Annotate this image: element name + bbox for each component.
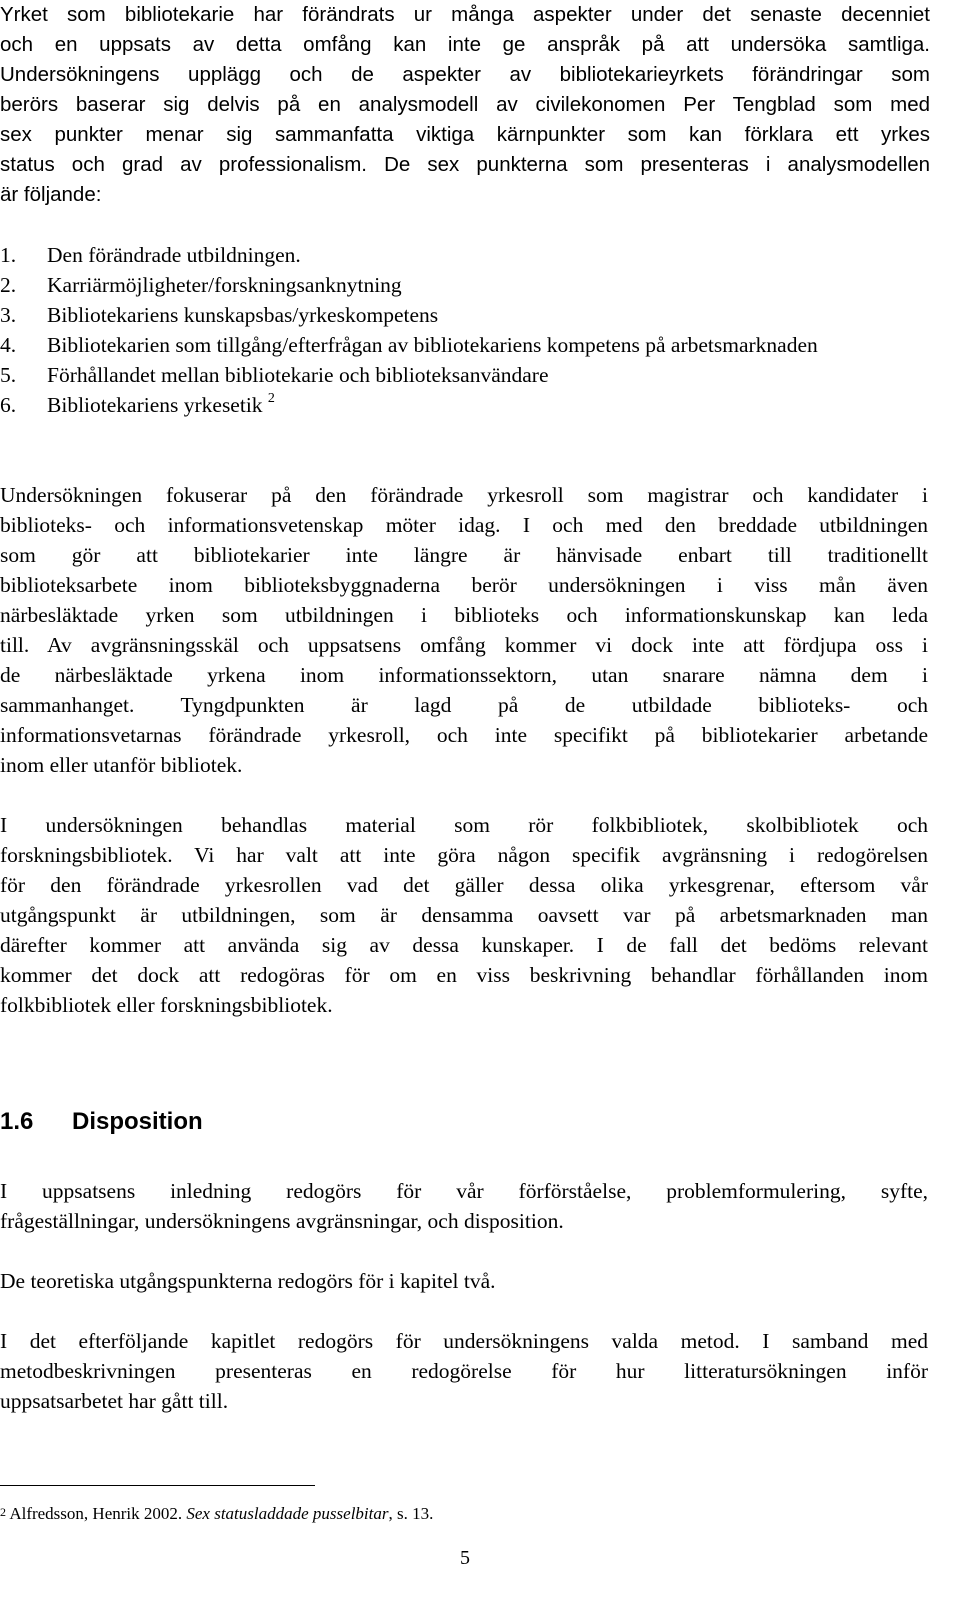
- page-number: 5: [460, 1547, 470, 1569]
- section-number: 1.6: [0, 1108, 34, 1135]
- list-item: [0, 240, 900, 270]
- list-item: [0, 330, 900, 360]
- material-paragraph: [0, 810, 928, 1020]
- list-text: Den förändrade utbildningen.: [47, 243, 301, 267]
- list-text: Karriärmöjligheter/forskningsanknytning: [47, 273, 402, 297]
- text-line: utgångspunkt är utbildningen, som är densamma oavsett var på arbetsmarknaden man: [0, 903, 928, 927]
- list-text: Förhållandet mellan bibliotekarie och biblioteksanvändare: [47, 363, 549, 387]
- text-line: I undersökningen behandlas material som rör folkbibliotek, skolbibliotek och: [0, 813, 928, 837]
- list-item: [0, 390, 900, 420]
- text-line: och en uppsats av detta omfång kan inte ge anspråk på att undersöka samtliga.: [0, 33, 930, 56]
- text-line: berörs baserar sig delvis på en analysmodell av civilekonomen Per Tengblad som med: [0, 93, 930, 116]
- disposition-paragraph-3: [0, 1326, 928, 1416]
- text-line: forskningsbibliotek. Vi har valt att inte göra någon specifik avgränsning i redogörelsen: [0, 843, 928, 867]
- text-line: för den förändrade yrkesrollen vad det gäller dessa olika yrkesgrenar, eftersom vår: [0, 873, 928, 897]
- section-title: Disposition: [72, 1108, 203, 1135]
- text-line: uppsatsarbetet har gått till.: [0, 1389, 229, 1413]
- intro-paragraph: [0, 0, 930, 210]
- list-number: 5.: [0, 363, 17, 387]
- text-line: De teoretiska utgångspunkterna redogörs för i kapitel två.: [0, 1269, 496, 1293]
- footnote-marker: 2: [0, 1505, 6, 1519]
- text-line: biblioteksarbete inom biblioteksbyggnaderna berör undersökningen i viss mån även: [0, 573, 928, 597]
- text-line: som gör att bibliotekarier inte längre är hänvisade enbart till traditionellt: [0, 543, 928, 567]
- list-number: 3.: [0, 303, 17, 327]
- text-line: sex punkter menar sig sammanfatta viktiga kärnpunkter som kan förklara ett yrkes: [0, 123, 930, 146]
- analysis-model-list: [0, 240, 900, 420]
- text-line: därefter kommer att använda sig av dessa kunskaper. I de fall det bedöms relevant: [0, 933, 928, 957]
- text-line: folkbibliotek eller forskningsbibliotek.: [0, 993, 333, 1017]
- footnote-citation: Alfredsson, Henrik 2002.: [9, 1504, 187, 1523]
- text-line: I det efterföljande kapitlet redogörs för undersökningens valda metod. I samband med: [0, 1329, 928, 1353]
- footnote-divider: [0, 1485, 315, 1486]
- text-line: närbesläktade yrken som utbildningen i biblioteks och informationskunskap kan leda: [0, 603, 928, 627]
- list-text: Bibliotekariens yrkesetik: [47, 393, 263, 417]
- list-text: Bibliotekarien som tillgång/efterfrågan av bibliotekariens kompetens på arbetsmarknaden: [47, 333, 818, 357]
- focus-paragraph: [0, 480, 928, 780]
- list-item: [0, 300, 900, 330]
- footnote-title: Sex statusladdade pusselbitar: [186, 1504, 389, 1523]
- disposition-paragraph-2: [0, 1266, 928, 1296]
- text-line: är följande:: [0, 183, 102, 206]
- text-line: Undersökningen fokuserar på den förändrade yrkesroll som magistrar och kandidater i: [0, 483, 928, 507]
- footnote-pages: , s. 13.: [388, 1504, 434, 1523]
- text-line: till. Av avgränsningsskäl och uppsatsens omfång kommer vi dock inte att fördjupa oss i: [0, 633, 928, 657]
- text-line: biblioteks- och informationsvetenskap möter idag. I och med den breddade utbildningen: [0, 513, 928, 537]
- section-heading: [0, 1104, 203, 1140]
- text-line: de närbesläktade yrkena inom informationssektorn, utan snarare nämna dem i: [0, 663, 928, 687]
- text-line: sammanhanget. Tyngdpunkten är lagd på de utbildade biblioteks- och: [0, 693, 928, 717]
- list-item: [0, 360, 900, 390]
- text-line: I uppsatsens inledning redogörs för vår förförståelse, problemformulering, syfte,: [0, 1179, 928, 1203]
- text-line: Yrket som bibliotekarie har förändrats ur många aspekter under det senaste decenniet: [0, 3, 930, 26]
- text-line: frågeställningar, undersökningens avgränsningar, och disposition.: [0, 1209, 564, 1233]
- list-text: Bibliotekariens kunskapsbas/yrkeskompetens: [47, 303, 439, 327]
- text-line: status och grad av professionalism. De sex punkterna som presenteras i analysmodellen: [0, 153, 930, 176]
- list-item: [0, 270, 900, 300]
- list-number: 4.: [0, 333, 17, 357]
- disposition-paragraph-1: [0, 1176, 928, 1236]
- footnote: [0, 1502, 900, 1526]
- list-number: 1.: [0, 243, 17, 267]
- text-line: informationsvetarnas förändrade yrkesroll, och inte specifikt på bibliotekarier arbetande: [0, 723, 928, 747]
- text-line: Undersökningens upplägg och de aspekter av bibliotekarieyrkets förändringar som: [0, 63, 930, 86]
- text-line: inom eller utanför bibliotek.: [0, 753, 243, 777]
- text-line: metodbeskrivningen presenteras en redogörelse för hur litteratursökningen inför: [0, 1359, 928, 1383]
- text-line: kommer det dock att redogöras för om en viss beskrivning behandlar förhållanden inom: [0, 963, 928, 987]
- footnote-reference[interactable]: 2: [267, 391, 275, 406]
- list-number: 6.: [0, 393, 17, 417]
- list-number: 2.: [0, 273, 17, 297]
